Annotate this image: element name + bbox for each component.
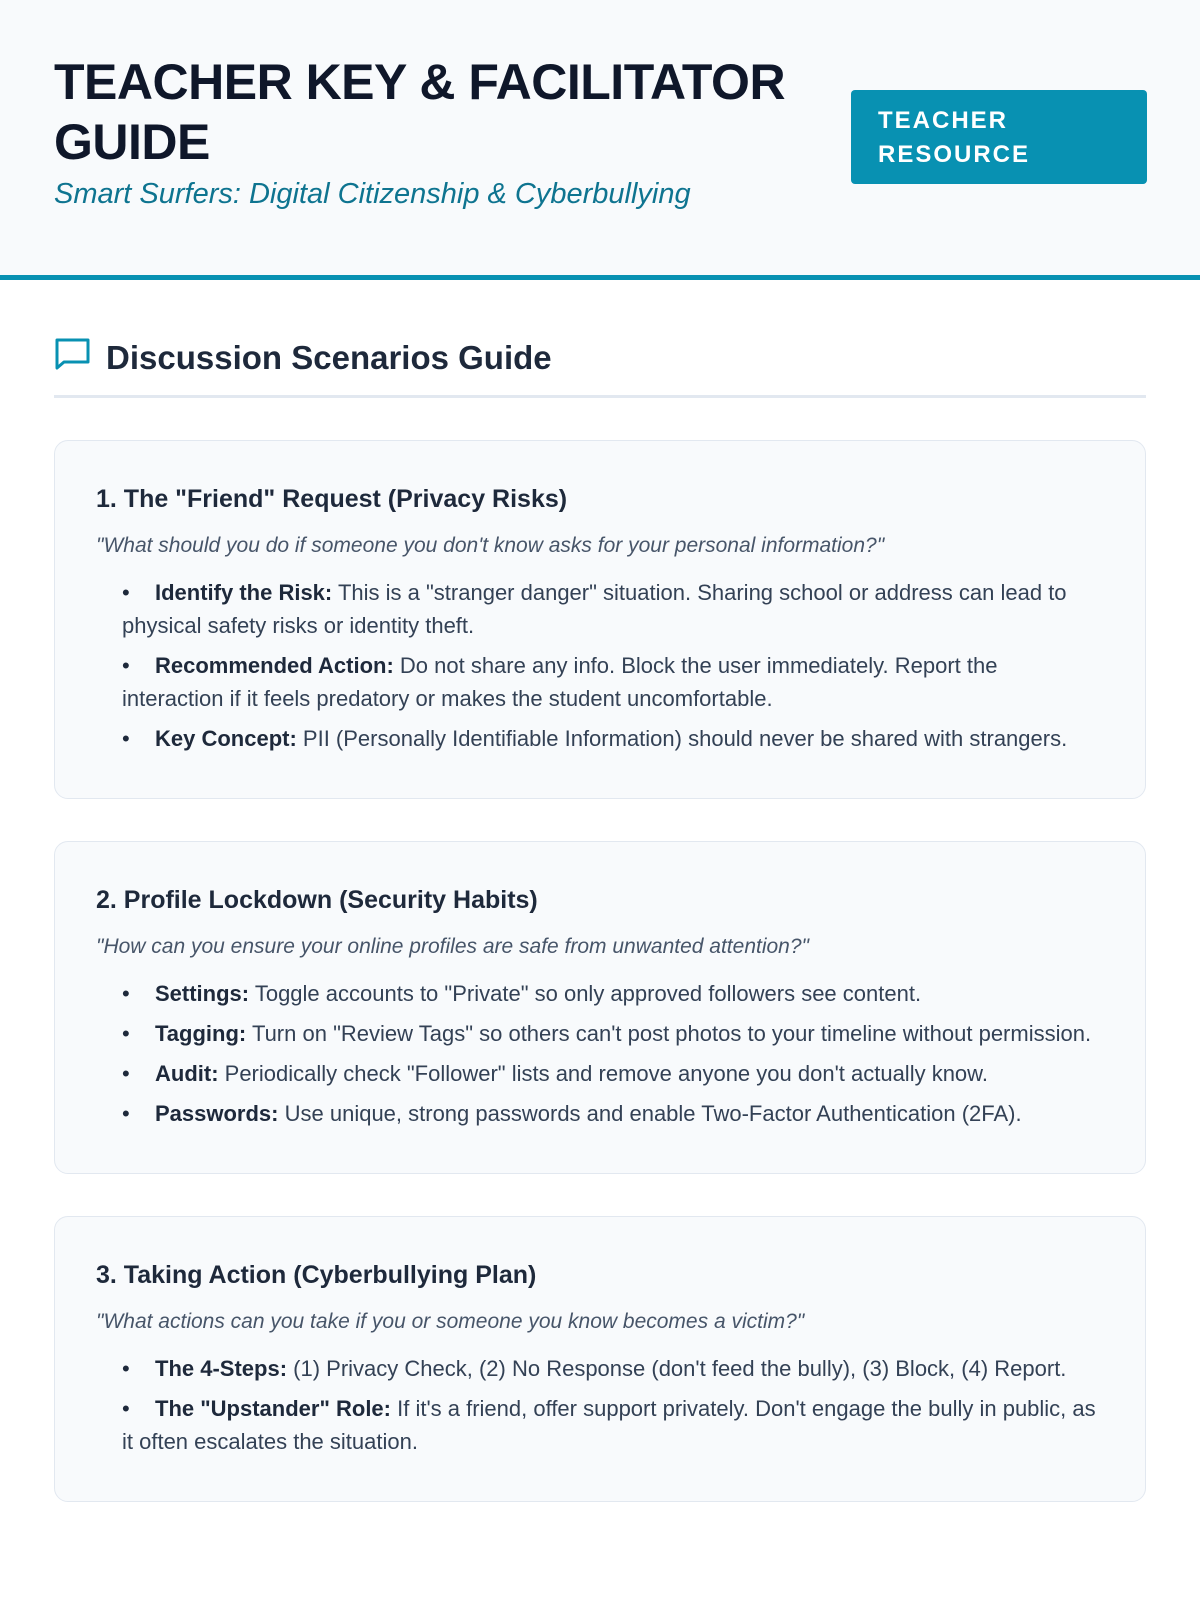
page-subtitle: Smart Surfers: Digital Citizenship & Cyberbullying	[54, 178, 691, 210]
scenario-points	[96, 1352, 1105, 1458]
point-label: The 4-Steps:	[155, 1356, 288, 1381]
list-item	[122, 1017, 1105, 1050]
scenario-points	[96, 576, 1105, 755]
point-label: Settings:	[155, 981, 250, 1006]
list-item	[122, 1097, 1105, 1130]
section-header	[54, 336, 1146, 398]
main-content	[0, 280, 1200, 1502]
chat-bubble-icon	[54, 336, 92, 379]
point-text: Periodically check "Follower" lists and remove anyone you don't actually know.	[218, 1061, 988, 1086]
point-label: The "Upstander" Role:	[155, 1396, 391, 1421]
point-text: If it's a friend, offer support privately. Don't engage the bully in public, as it often escalates the situation.	[122, 1396, 1096, 1454]
scenario-question: "What should you do if someone you don't know asks for your personal information?"	[96, 534, 885, 557]
scenario-title: 2. Profile Lockdown (Security Habits)	[96, 886, 538, 914]
scenario-card	[54, 1216, 1146, 1502]
list-item	[122, 1057, 1105, 1090]
point-label: Key Concept:	[155, 726, 297, 751]
scenario-card	[54, 841, 1146, 1174]
point-label: Identify the Risk:	[155, 580, 333, 605]
scenario-title: 1. The "Friend" Request (Privacy Risks)	[96, 485, 568, 513]
scenario-question: "What actions can you take if you or someone you know becomes a victim?"	[96, 1310, 805, 1333]
page-header	[0, 0, 1200, 280]
page-title: TEACHER KEY & FACILITATOR GUIDE	[54, 54, 786, 170]
point-text: (1) Privacy Check, (2) No Response (don't feed the bully), (3) Block, (4) Report.	[287, 1356, 1067, 1381]
point-label: Passwords:	[155, 1101, 279, 1126]
scenario-card	[54, 440, 1146, 799]
point-text: Use unique, strong passwords and enable Two-Factor Authentication (2FA).	[278, 1101, 1022, 1126]
list-item	[122, 649, 1105, 715]
teacher-resource-badge: TEACHER RESOURCE	[851, 90, 1147, 184]
point-label: Tagging:	[155, 1021, 247, 1046]
scenario-points	[96, 977, 1105, 1130]
list-item	[122, 977, 1105, 1010]
point-label: Audit:	[155, 1061, 219, 1086]
section-title: Discussion Scenarios Guide	[106, 338, 552, 376]
list-item	[122, 1392, 1105, 1458]
list-item	[122, 722, 1105, 755]
point-text: Turn on "Review Tags" so others can't post photos to your timeline without permission.	[246, 1021, 1092, 1046]
list-item	[122, 1352, 1105, 1385]
point-text: Do not share any info. Block the user immediately. Report the interaction if it feels predatory or makes the student uncomfortable.	[122, 653, 998, 711]
scenario-question: "How can you ensure your online profiles are safe from unwanted attention?"	[96, 935, 809, 958]
point-text: This is a "stranger danger" situation. Sharing school or address can lead to physical safety risks or identity theft.	[122, 580, 1067, 638]
scenario-title: 3. Taking Action (Cyberbullying Plan)	[96, 1261, 537, 1289]
point-text: Toggle accounts to "Private" so only approved followers see content.	[249, 981, 922, 1006]
point-label: Recommended Action:	[155, 653, 394, 678]
point-text: PII (Personally Identifiable Information) should never be shared with strangers.	[296, 726, 1068, 751]
list-item	[122, 576, 1105, 642]
